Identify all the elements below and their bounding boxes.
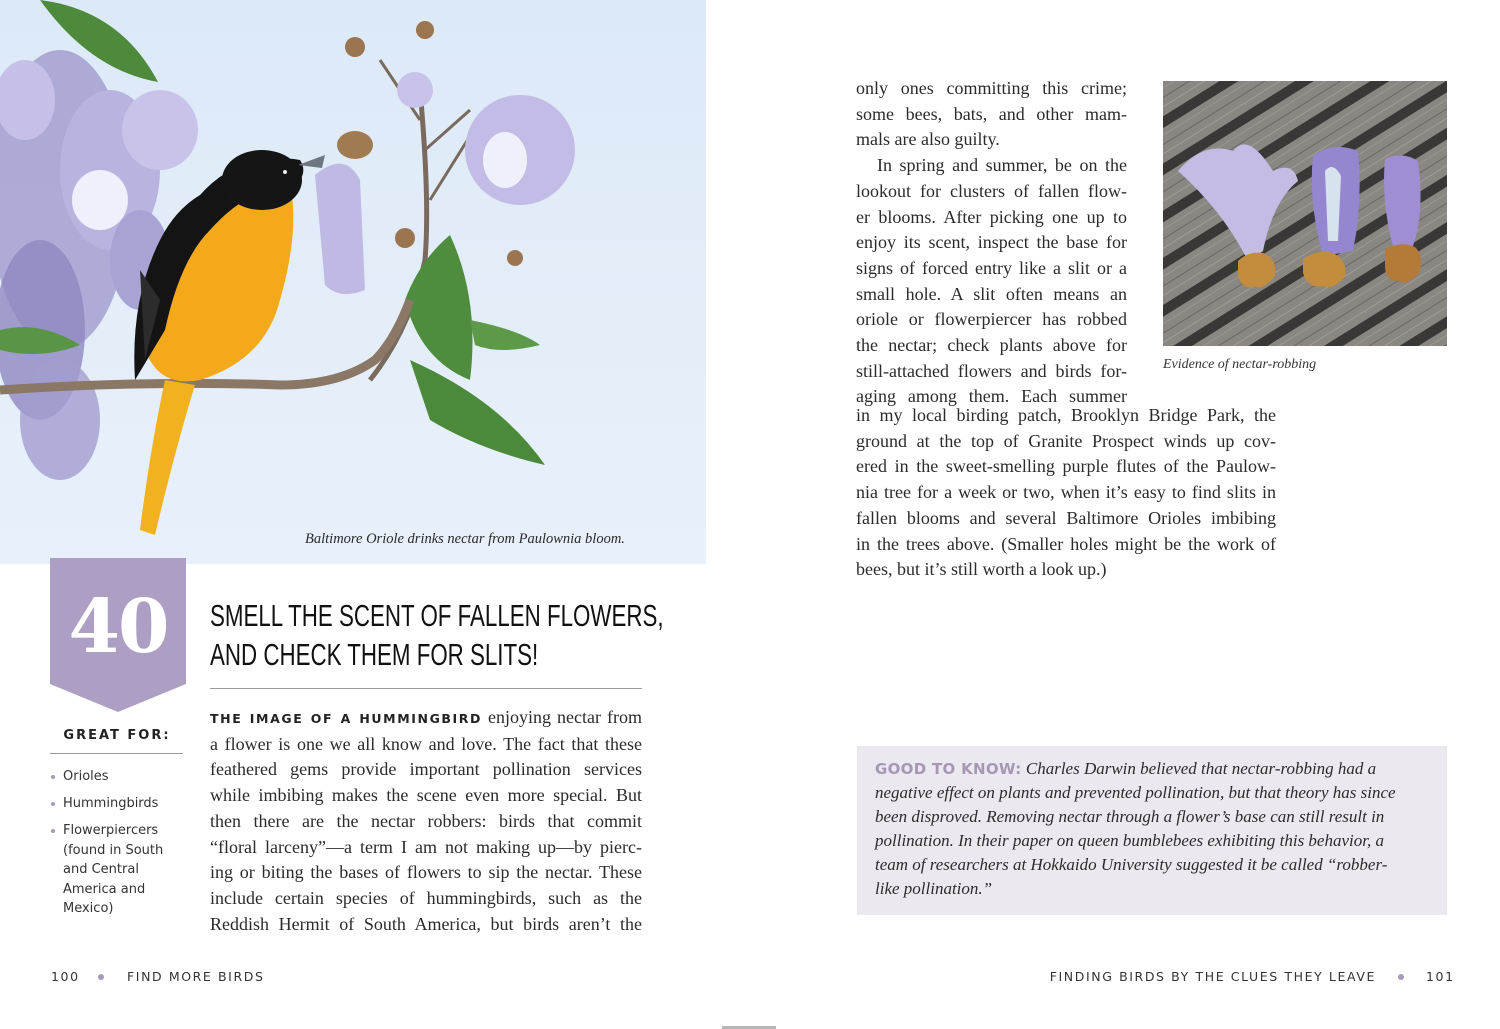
- right-body-text-narrow: [856, 76, 1127, 410]
- body-line: [210, 705, 642, 732]
- bullet-icon: [51, 829, 55, 833]
- body-line: the nectar; check plants above for: [856, 335, 1127, 356]
- oriole-photo-illustration: [0, 0, 706, 564]
- page-title-line: SMELL THE SCENT OF FALLEN FLOWERS,: [210, 598, 664, 633]
- left-body-text: [210, 705, 642, 937]
- body-line-text: enjoying nectar from: [482, 707, 642, 727]
- great-for-item-line: and Central: [63, 862, 139, 877]
- page-number-left: 100: [51, 969, 80, 984]
- body-line: then there are the nectar robbers: birds that commit: [210, 810, 642, 831]
- great-for-item-line: (found in South: [63, 842, 164, 858]
- bullet-icon: [51, 775, 55, 779]
- running-head-right: FINDING BIRDS BY THE CLUES THEY LEAVE: [1049, 969, 1376, 984]
- great-for-item: [50, 794, 190, 814]
- great-for-divider: [50, 753, 183, 754]
- robbed-flowers-illustration: [1163, 81, 1447, 346]
- body-line: In spring and summer, be on the: [877, 155, 1127, 176]
- running-head-left: FIND MORE BIRDS: [127, 969, 265, 984]
- good-to-know-line: been disproved. Removing nectar through a flower’s base can still result in: [875, 807, 1385, 826]
- lead-in: THE IMAGE OF A HUMMINGBIRD: [210, 711, 483, 726]
- body-line: nia tree for a week or two, when it’s easy to find slits in: [856, 482, 1276, 503]
- page-title-line: AND CHECK THEM FOR SLITS!: [210, 637, 539, 672]
- great-for-item-line: Flowerpiercers: [63, 823, 159, 838]
- good-to-know-line-text: Charles Darwin believed that nectar-robbing had a: [1021, 759, 1377, 778]
- activity-number: 40: [68, 584, 168, 670]
- body-line: mals are also guilty.: [856, 129, 1000, 150]
- bullet-icon: [51, 802, 55, 806]
- good-to-know-line: pollination. In their paper on queen bumblebees exhibiting this behavior, a: [875, 831, 1384, 850]
- heading-divider: [210, 688, 642, 689]
- flowers-photo-caption: Evidence of nectar-robbing: [1163, 357, 1317, 372]
- great-for-item-line: Orioles: [63, 769, 109, 784]
- body-line: some bees, bats, and other mam-: [856, 103, 1127, 124]
- body-line: fallen blooms and several Baltimore Orioles imbibing: [856, 507, 1276, 528]
- body-line: in the trees above. (Smaller holes might be the work of: [856, 533, 1276, 554]
- body-line: oriole or flowerpiercer has robbed: [856, 309, 1127, 330]
- body-line: Reddish Hermit of South America, but birds aren’t the: [210, 913, 642, 934]
- body-line: include certain species of hummingbirds, such as the: [210, 887, 642, 908]
- page-number-right: 101: [1426, 969, 1455, 984]
- oriole-bird-icon: [134, 150, 325, 535]
- great-for-item: [50, 821, 190, 919]
- body-line: ing or biting the bases of flowers to sip the nectar. These: [210, 862, 642, 883]
- body-line: only ones committing this crime;: [856, 78, 1127, 98]
- body-line: aging among them. Each summer: [856, 386, 1127, 407]
- great-for-item-line: Mexico): [63, 901, 114, 916]
- body-line: bees, but it’s still worth a look up.): [856, 559, 1107, 580]
- good-to-know-line: like pollination.”: [875, 879, 993, 898]
- good-to-know-line: [875, 757, 1431, 781]
- body-line: ground at the top of Granite Prospect winds up cov-: [856, 430, 1276, 451]
- great-for-item-line: America and: [63, 881, 146, 897]
- body-line: in my local birding patch, Brooklyn Bridge Park, the: [856, 405, 1276, 425]
- good-to-know-label: GOOD TO KNOW:: [875, 760, 1022, 778]
- oriole-photo-caption: Baltimore Oriole drinks nectar from Paulownia bloom.: [305, 531, 625, 547]
- good-to-know-line: team of researchers at Hokkaido University suggested it be called “robber-: [875, 855, 1388, 874]
- body-line: ered in the sweet-smelling purple flutes of the Paulow-: [856, 456, 1276, 477]
- footer-dot-icon: [98, 974, 104, 980]
- great-for-item: [50, 767, 190, 787]
- oriole-photo: [0, 0, 706, 564]
- great-for-title: GREAT FOR:: [63, 728, 171, 743]
- robbed-flowers-photo: [1163, 81, 1447, 346]
- body-line: while imbibing makes the scene even more special. But: [210, 785, 642, 806]
- body-line: small hole. A slit often means an: [856, 283, 1127, 304]
- body-line: er blooms. After picking one up to: [856, 206, 1127, 227]
- page-title: [210, 596, 664, 674]
- body-line: enjoy its scent, inspect the base for: [856, 232, 1127, 253]
- body-line: a flower is one we all know and love. The fact that these: [210, 733, 642, 754]
- good-to-know-line: negative effect on plants and prevented pollination, but that theory has since: [875, 783, 1396, 802]
- body-line: still-attached flowers and birds for-: [856, 360, 1127, 381]
- right-body-text-wide: [856, 403, 1276, 583]
- flower-icon: [1384, 155, 1421, 282]
- footer-dot-icon: [1398, 974, 1404, 980]
- good-to-know-text: [875, 757, 1431, 901]
- body-line: “floral larceny”—a term I am not making up—by pierc-: [210, 836, 642, 857]
- great-for-item-line: Hummingbirds: [63, 796, 159, 811]
- great-for-list: [50, 767, 190, 926]
- body-line: lookout for clusters of fallen flow-: [856, 180, 1127, 201]
- body-line: feathered gems provide important pollination services: [210, 759, 642, 780]
- body-line: signs of forced entry like a slit or a: [856, 257, 1127, 278]
